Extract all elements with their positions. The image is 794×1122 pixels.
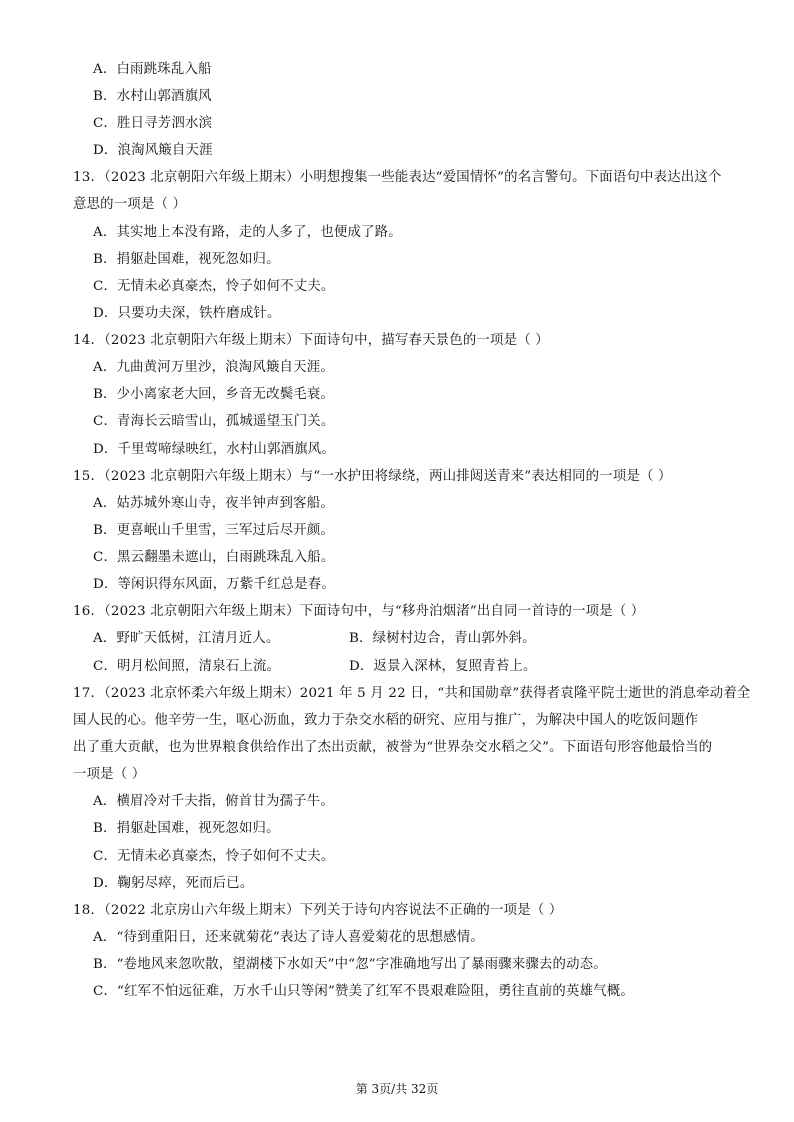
question-18-option-b: B．“卷地风来忽吹散，望湖楼下水如天”中“忽”字准确地写出了暴雨骤来骤去的动态。	[93, 957, 607, 972]
option-d: D．浪淘风簸自天涯	[93, 143, 213, 158]
question-17-stem: 17．（2023 北京怀柔六年级上期末）2021 年 5 月 22 日，“共和国勋章”获得者袁隆平院士逝世的消息牵动着全	[73, 686, 751, 701]
question-18-stem: 18．（2022 北京房山六年级上期末）下列关于诗句内容说法不正确的一项是（ ）	[73, 903, 563, 918]
question-15-option-c: C．黑云翻墨未遮山，白雨跳珠乱入船。	[93, 550, 335, 565]
question-14-stem: 14．（2023 北京朝阳六年级上期末）下面诗句中，描写春天景色的一项是（ ）	[73, 333, 549, 348]
question-17-stem-cont-1: 国人民的心。他辛劳一生，呕心沥血，致力于杂交水稻的研究、应用与推广，为解决中国人的吃饭问题作	[73, 713, 699, 728]
question-15-option-a: A．姑苏城外寒山寺，夜半钟声到客船。	[93, 496, 334, 511]
question-15-stem: 15．（2023 北京朝阳六年级上期末）与“一水护田将绿绕，两山排闼送青来”表达相同的一项是（ ）	[73, 469, 672, 484]
question-16-option-a: A．野旷天低树，江清月近人。	[93, 631, 280, 646]
question-15-option-b: B．更喜岷山千里雪，三军过后尽开颜。	[93, 523, 335, 538]
question-17-stem-cont-3: 一项是（ ）	[73, 767, 146, 782]
question-16-stem: 16．（2023 北京朝阳六年级上期末）下面诗句中，与“移舟泊烟渚”出自同一首诗的一项是（ ）	[73, 604, 645, 619]
question-17-option-c: C．无情未必真豪杰，怜子如何不丈夫。	[93, 849, 335, 864]
question-18-option-c: C．“红军不怕远征难，万水千山只等闲”赞美了红军不畏艰难险阻，勇往直前的英雄气概。	[93, 984, 634, 999]
question-17-option-d: D．鞠躬尽瘁，死而后已。	[93, 876, 254, 891]
question-13-option-b: B．捐躯赴国难，视死忽如归。	[93, 252, 280, 267]
question-14-option-b: B．少小离家老大回，乡音无改鬓毛衰。	[93, 387, 335, 402]
question-13-option-c: C．无情未必真豪杰，怜子如何不丈夫。	[93, 279, 335, 294]
question-13-option-d: D．只要功夫深，铁杵磨成针。	[93, 306, 281, 321]
option-b: B．水村山郭酒旗风	[93, 89, 212, 104]
page-footer: 第 3页/共 32页	[355, 1082, 439, 1096]
option-a: A．白雨跳珠乱入船	[93, 62, 212, 77]
question-17-option-a: A．横眉冷对千夫指，俯首甘为孺子牛。	[93, 794, 334, 809]
question-18-option-a: A．“待到重阳日，还来就菊花”表达了诗人喜爱菊花的思想感情。	[93, 930, 484, 945]
question-14-option-d: D．千里莺啼绿映红，水村山郭酒旗风。	[93, 442, 335, 457]
question-15-option-d: D．等闲识得东风面，万紫千红总是春。	[93, 577, 335, 592]
question-13-stem-cont: 意思的一项是（ ）	[73, 197, 187, 212]
question-14-option-c: C．青海长云暗雪山，孤城遥望玉门关。	[93, 414, 335, 429]
question-16-option-d: D．返景入深林，复照青苔上。	[349, 659, 537, 674]
question-16-option-b: B．绿树村边合，青山郭外斜。	[349, 631, 536, 646]
question-14-option-a: A．九曲黄河万里沙，浪淘风簸自天涯。	[93, 360, 334, 375]
option-c: C．胜日寻芳泗水滨	[93, 116, 213, 131]
question-16-option-c: C．明月松间照，清泉石上流。	[93, 659, 281, 674]
question-13-stem: 13．（2023 北京朝阳六年级上期末）小明想搜集一些能表达“爱国情怀”的名言警句。下面语句中表达出这个	[73, 170, 722, 185]
question-13-option-a: A．其实地上本没有路，走的人多了，也便成了路。	[93, 225, 402, 240]
question-17-stem-cont-2: 出了重大贡献，也为世界粮食供给作出了杰出贡献，被誉为“世界杂交水稻之父”。下面语句形容他最恰当的	[73, 740, 713, 755]
question-17-option-b: B．捐躯赴国难，视死忽如归。	[93, 821, 280, 836]
